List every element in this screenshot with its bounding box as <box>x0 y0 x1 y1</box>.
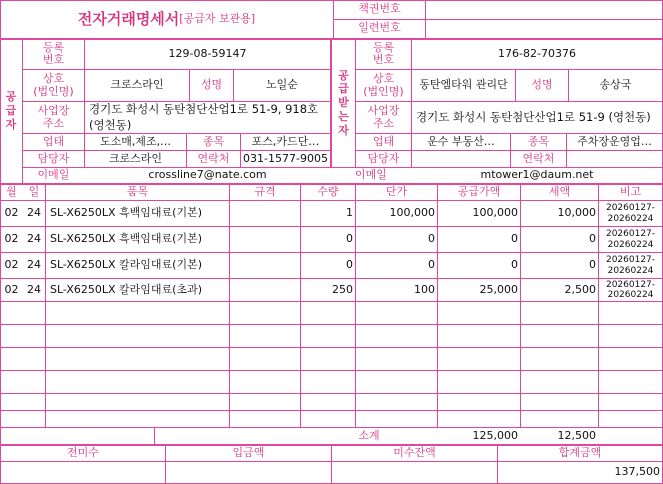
cell-month: 02 <box>4 232 19 246</box>
cell-month: 02 <box>4 206 19 220</box>
supplier-name: 크로스라인 <box>110 78 164 92</box>
cell-price: 0 <box>428 258 435 272</box>
cell-day: 24 <box>27 206 41 220</box>
supplier-address: 경기도 화성시 동탄첨단산업1로 51-9, 918호 (영천동) <box>89 102 319 132</box>
supplier-rep-label: 성명 <box>200 78 223 92</box>
buyer-side-label: 공 급 받 는 자 <box>338 68 349 137</box>
buyer-item: 주차장운영업… <box>577 134 652 148</box>
unpaid-value <box>332 462 497 483</box>
cell-supply: 0 <box>511 232 518 246</box>
serial-number-label: 일련번호 <box>358 21 401 35</box>
book-number-label: 책권번호 <box>358 2 401 16</box>
buyer-biz-label: 업태 <box>372 134 395 148</box>
supplier-biz: 도소매,제조,… <box>99 134 172 148</box>
buyer-name: 동탄엠타워 관리단 <box>419 78 508 92</box>
paid-value <box>166 462 331 483</box>
col-spec: 규격 <box>254 184 276 198</box>
buyer-tel-label: 연락처 <box>522 151 555 165</box>
buyer-biz: 운수 부동산… <box>427 134 495 148</box>
buyer-name-label: 상호 (법인명) <box>363 72 404 98</box>
supplier-item-label: 종목 <box>202 134 225 148</box>
cell-month: 02 <box>4 258 19 272</box>
buyer-tel <box>567 151 662 167</box>
cell-spec <box>230 279 300 301</box>
supplier-name-label: 상호 (법인명) <box>33 72 74 98</box>
total-label: 합계금액 <box>558 445 602 459</box>
cell-spec <box>230 201 300 226</box>
col-price: 단가 <box>385 184 408 198</box>
cell-qty: 0 <box>346 258 353 272</box>
serial-number-value <box>426 19 662 38</box>
title-sub: [공급자 보관용] <box>179 11 256 25</box>
cell-qty: 1 <box>346 206 353 220</box>
cell-price: 100,000 <box>389 206 435 220</box>
supplier-email-label: 이메일 <box>37 168 70 182</box>
buyer-reg-number: 176-82-70376 <box>498 46 576 60</box>
cell-supply: 100,000 <box>472 206 518 220</box>
cell-supply: 25,000 <box>479 282 518 296</box>
cell-tax: 0 <box>589 258 596 272</box>
total-value: 137,500 <box>614 465 660 479</box>
cell-item: SL-X6250LX 흑백임대료(기본) <box>50 206 202 220</box>
cell-qty: 250 <box>332 282 353 296</box>
unpaid-label: 미수잔액 <box>393 445 436 459</box>
cell-spec <box>230 227 300 252</box>
subtotal-tax: 12,500 <box>557 428 596 442</box>
col-qty: 수량 <box>317 184 339 198</box>
col-tax: 세액 <box>548 184 571 198</box>
cell-day: 24 <box>27 258 41 272</box>
cell-spec <box>230 253 300 278</box>
cell-tax: 2,500 <box>564 282 596 296</box>
supplier-side-label: 공 급 자 <box>5 90 17 131</box>
title-main: 전자거래명세서 <box>77 9 180 28</box>
col-note: 비고 <box>619 184 642 198</box>
prev-unpaid-label: 전미수 <box>67 445 99 459</box>
paid-label: 입금액 <box>232 445 265 459</box>
cell-item: SL-X6250LX 칼라임대료(기본) <box>50 258 202 272</box>
cell-price: 0 <box>428 232 435 246</box>
buyer-email-label: 이메일 <box>355 168 387 182</box>
col-day: 일 <box>28 184 40 198</box>
document-title <box>0 0 333 38</box>
cell-day: 24 <box>27 282 41 296</box>
cell-note: 20260127- 20260224 <box>605 229 656 250</box>
prev-unpaid-value <box>1 462 165 483</box>
cell-price: 100 <box>414 282 435 296</box>
buyer-reg-label: 등록 번호 <box>372 40 395 66</box>
cell-note: 20260127- 20260224 <box>605 203 656 224</box>
cell-qty: 0 <box>346 232 353 246</box>
cell-tax: 10,000 <box>557 206 596 220</box>
buyer-addr-label: 사업장 주소 <box>367 104 400 130</box>
buyer-item-label: 종목 <box>527 134 550 148</box>
supplier-manager: 크로스라인 <box>108 151 163 165</box>
cell-month: 02 <box>4 282 19 296</box>
cell-note: 20260127- 20260224 <box>605 255 656 276</box>
col-item: 품목 <box>126 184 149 198</box>
cell-day: 24 <box>27 232 41 246</box>
buyer-rep-label: 성명 <box>531 78 553 92</box>
supplier-manager-label: 담당자 <box>37 151 70 165</box>
cell-note: 20260127- 20260224 <box>605 279 656 300</box>
subtotal-label: 소계 <box>358 428 380 442</box>
col-supply: 공급가액 <box>457 184 501 198</box>
supplier-addr-label: 사업장 주소 <box>37 104 70 130</box>
supplier-tel: 031-1577-9005 <box>243 151 328 165</box>
supplier-item: 포스,카드단… <box>251 134 320 148</box>
buyer-manager <box>412 151 510 167</box>
supplier-reg-label: 등록 번호 <box>42 40 65 66</box>
buyer-manager-label: 담당자 <box>367 151 400 165</box>
supplier-reg-number: 129-08-59147 <box>168 46 247 60</box>
cell-item: SL-X6250LX 칼라임대료(초과) <box>50 282 202 296</box>
buyer-rep: 송상국 <box>599 78 632 92</box>
book-number-value <box>426 0 662 19</box>
buyer-address: 경기도 화성시 동탄첨단산업1로 51-9 (영천동) <box>416 109 651 124</box>
col-month: 월 <box>6 184 17 198</box>
cell-tax: 0 <box>589 232 596 246</box>
supplier-email: crossline7@nate.com <box>148 168 267 182</box>
supplier-tel-label: 연락처 <box>197 151 230 165</box>
buyer-email: mtower1@daum.net <box>480 168 594 182</box>
cell-item: SL-X6250LX 흑백임대료(기본) <box>50 232 202 246</box>
subtotal-supply: 125,000 <box>472 428 518 442</box>
supplier-biz-label: 업태 <box>42 134 65 148</box>
supplier-rep: 노일순 <box>266 78 298 92</box>
cell-supply: 0 <box>511 258 518 272</box>
